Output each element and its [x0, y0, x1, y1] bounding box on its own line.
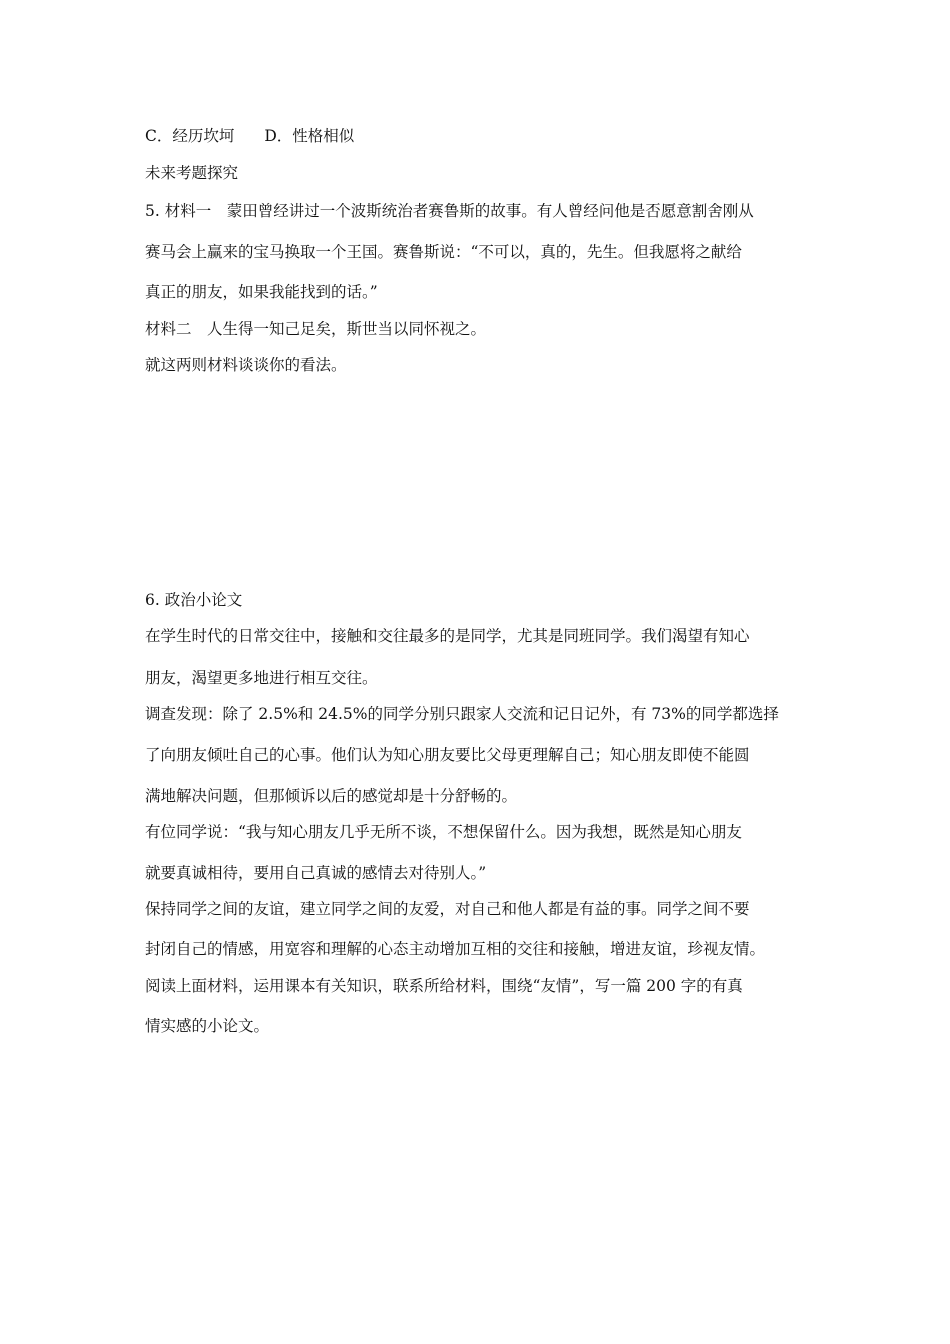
q6-line-9: 封闭自己的情感，用宽容和理解的心态主动增加互相的交往和接触，增进友谊，珍视友情。 [145, 940, 766, 958]
q5-prompt: 就这两则材料谈谈你的看法。 [145, 356, 347, 374]
q6-line-3: 调查发现：除了 2.5%和 24.5%的同学分别只跟家人交流和记日记外，有 73%的同学都选择 [145, 705, 779, 723]
q6-line-8: 保持同学之间的友谊，建立同学之间的友爱，对自己和他人都是有益的事。同学之间不要 [145, 900, 750, 918]
q4-options-row [145, 126, 810, 146]
q6-line-6: 有位同学说：“我与知心朋友几乎无所不谈，不想保留什么。因为我想，既然是知心朋友 [145, 823, 742, 841]
option-c: C．经历坎坷 [145, 127, 235, 145]
q6-line-7: 就要真诚相待，要用自己真诚的感情去对待别人。” [145, 864, 487, 882]
q5-line-2: 赛马会上赢来的宝马换取一个王国。赛鲁斯说：“不可以，真的，先生。但我愿将之献给 [145, 243, 742, 261]
q6-line-1: 在学生时代的日常交往中，接触和交往最多的是同学，尤其是同班同学。我们渴望有知心 [145, 627, 750, 645]
q5-line-1: 5. 材料一 蒙田曾经讲过一个波斯统治者赛鲁斯的故事。有人曾经问他是否愿意割舍刚从 [145, 202, 754, 220]
q6-line-5: 满地解决问题，但那倾诉以后的感觉却是十分舒畅的。 [145, 787, 518, 805]
q6-line-2: 朋友，渴望更多地进行相互交往。 [145, 669, 378, 687]
q5-line-3: 真正的朋友，如果我能找到的话。” [145, 283, 378, 301]
q5-material-two: 材料二 人生得一知己足矣，斯世当以同怀视之。 [145, 320, 487, 338]
section-title: 未来考题探究 [145, 164, 239, 182]
option-d: D．性格相似 [264, 127, 355, 145]
q6-line-10: 阅读上面材料，运用课本有关知识，联系所给材料，围绕“友情”，写一篇 200 字的有真 [145, 977, 743, 995]
q6-title: 6. 政治小论文 [145, 591, 243, 609]
q6-line-4: 了向朋友倾吐自己的心事。他们认为知心朋友要比父母更理解自己；知心朋友即使不能圆 [145, 746, 750, 764]
q6-line-11: 情实感的小论文。 [145, 1017, 270, 1035]
